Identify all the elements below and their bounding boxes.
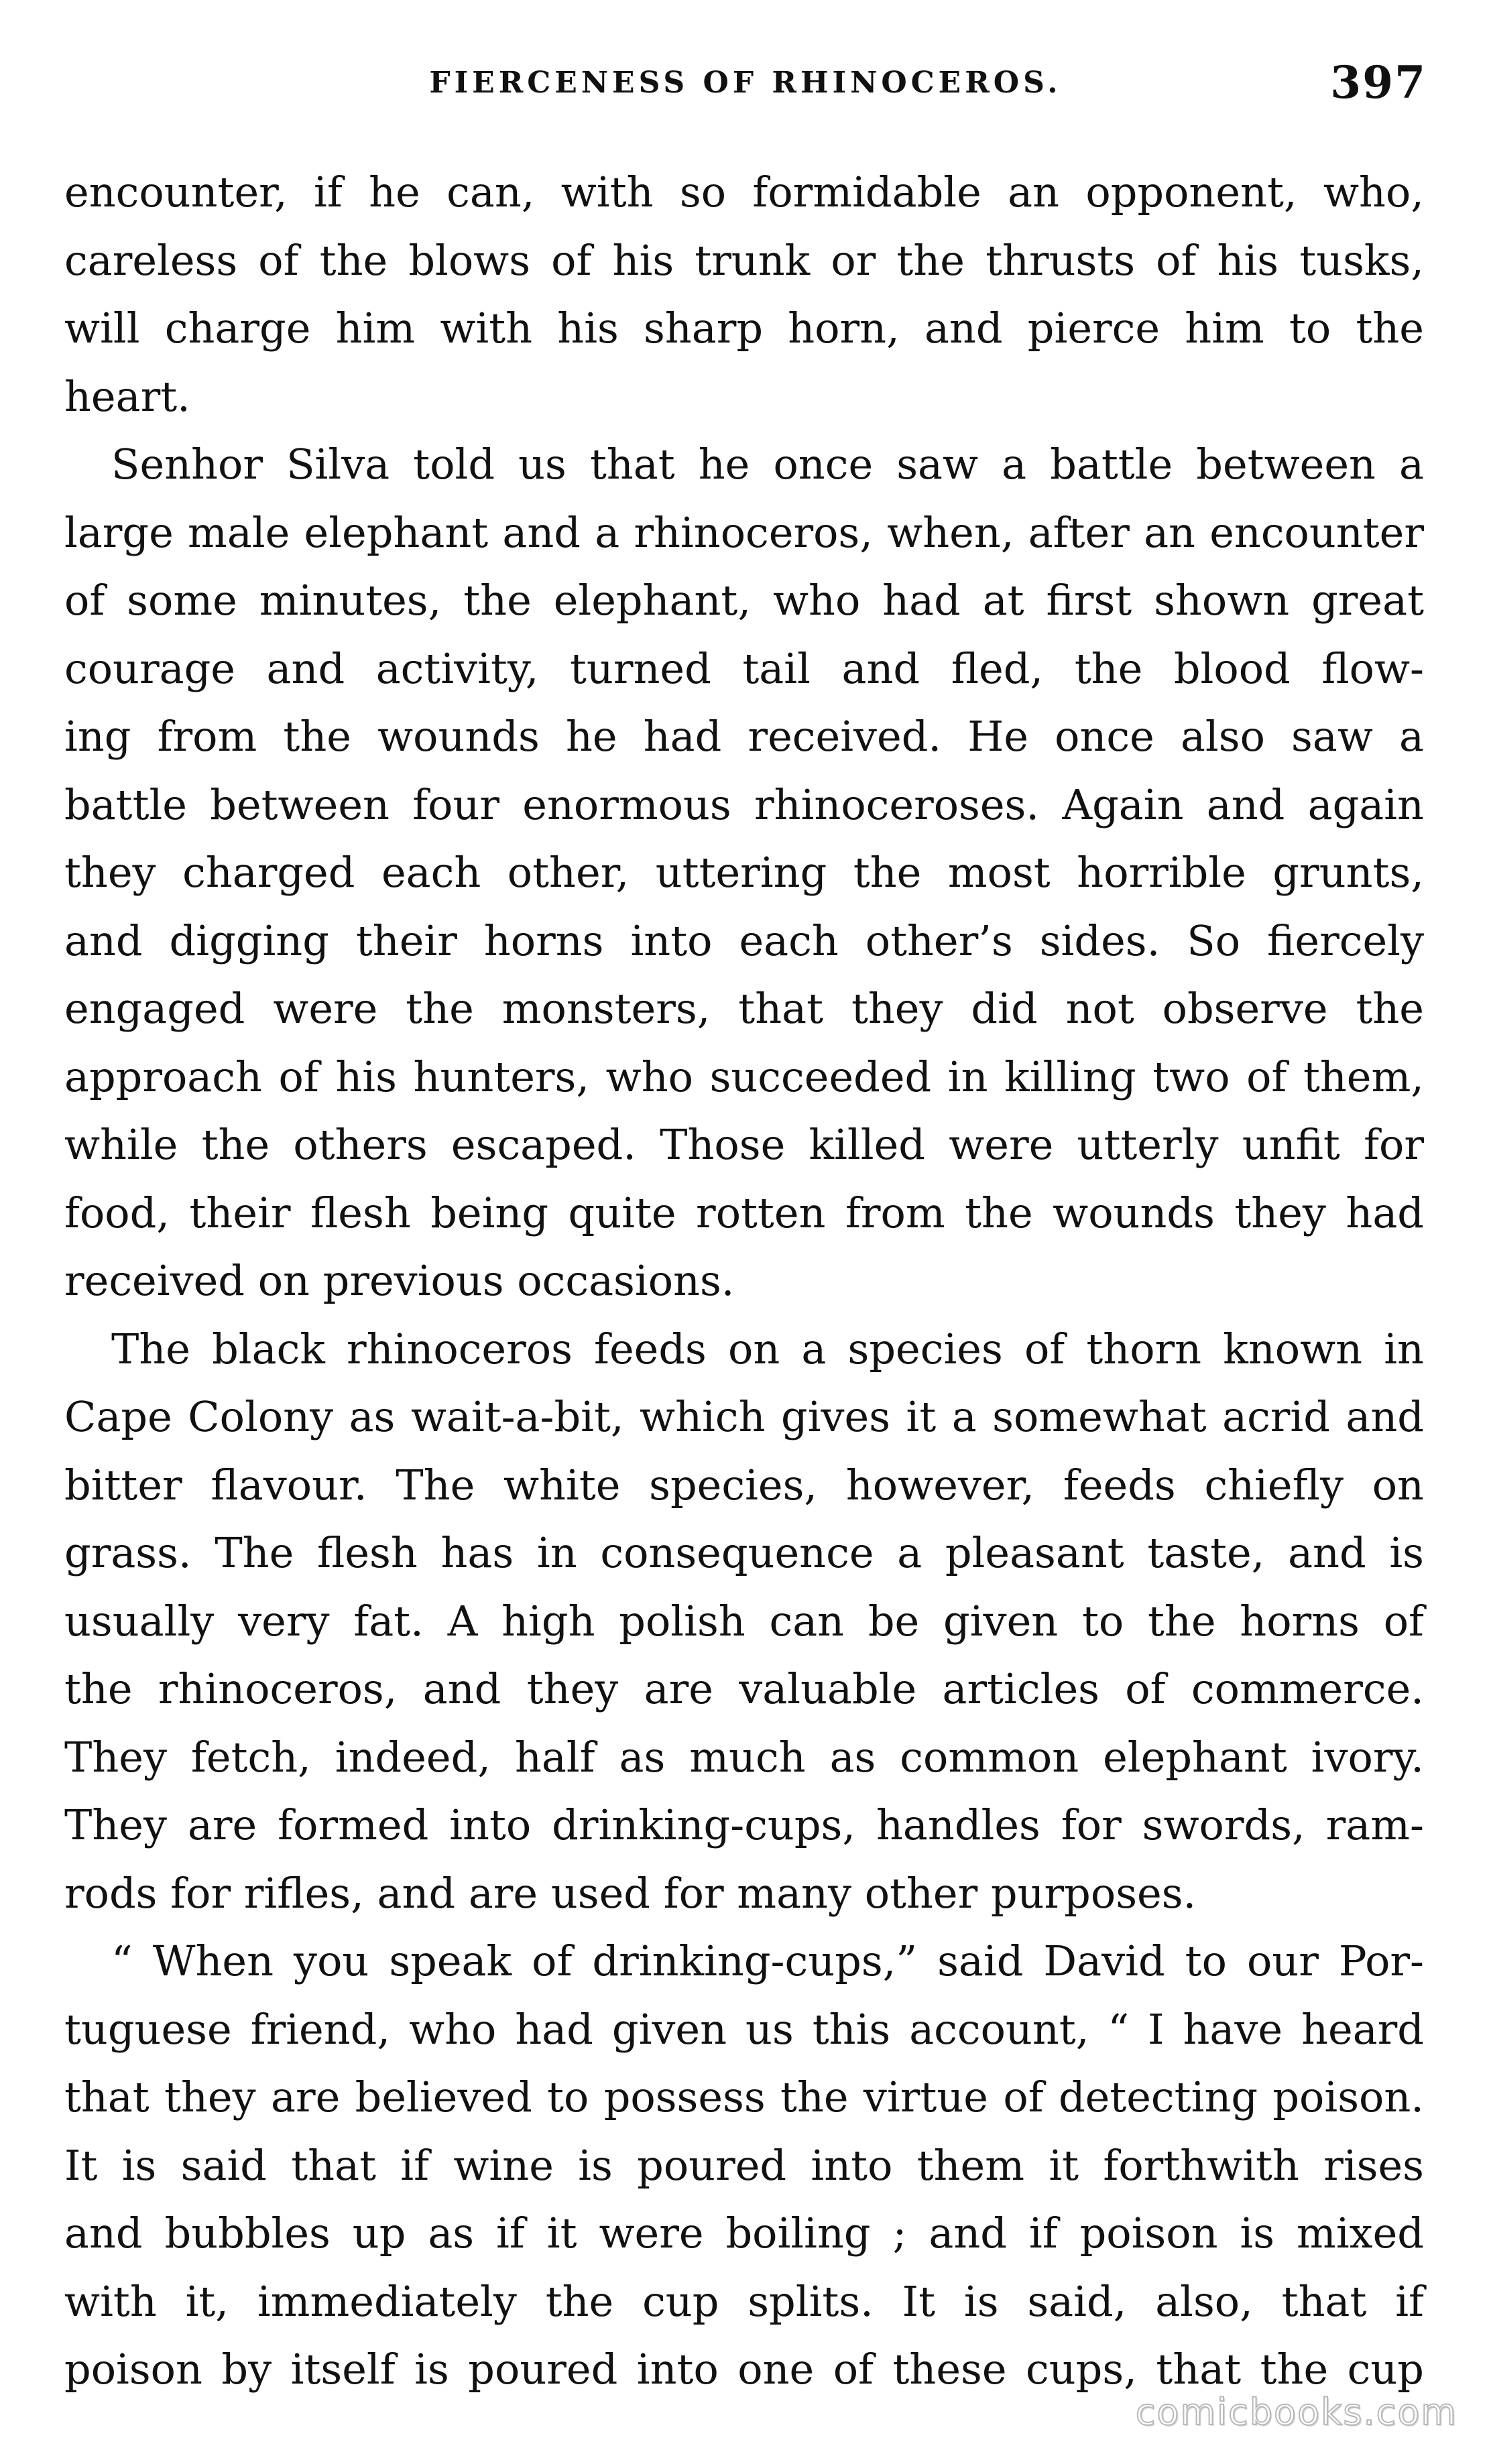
text-line: bitter flavour. The white species, however, feeds chiefly on <box>64 1460 1424 1510</box>
running-head <box>64 56 1427 123</box>
text-line: received on previous occasions. <box>64 1256 735 1305</box>
text-line: Cape Colony as wait-a-bit, which gives it a somewhat acrid and <box>64 1392 1424 1441</box>
body-text <box>64 158 1424 2404</box>
text-line: with it, immediately the cup splits. It is said, also, that if <box>64 2276 1424 2326</box>
text-line: of some minutes, the elephant, who had at first shown great <box>64 576 1424 625</box>
text-line: approach of his hunters, who succeeded in killing two of them, <box>64 1052 1424 1101</box>
text-line: food, their flesh being quite rotten from the wounds they had <box>64 1188 1424 1237</box>
text-line: courage and activity, turned tail and fled, the blood flow- <box>64 643 1424 693</box>
page-number: 397 <box>1330 56 1427 109</box>
text-line: Senhor Silva told us that he once saw a battle between a <box>111 440 1424 489</box>
text-line: the rhinoceros, and they are valuable articles of commerce. <box>64 1664 1424 1713</box>
text-line: while the others escaped. Those killed were utterly unfit for <box>64 1120 1424 1169</box>
text-line: “ When you speak of drinking-cups,” said David to our Por- <box>111 1936 1424 1985</box>
text-line: It is said that if wine is poured into them it forthwith rises <box>64 2140 1424 2190</box>
text-line: heart. <box>64 371 190 421</box>
text-line: large male elephant and a rhinoceros, when, after an encounter <box>64 507 1424 557</box>
text-line: battle between four enormous rhinoceroses. Again and again <box>64 780 1424 829</box>
text-line: that they are believed to possess the virtue of detecting poison. <box>64 2073 1424 2121</box>
text-line: tuguese friend, who had given us this account, “ I have heard <box>64 2004 1424 2054</box>
text-line: grass. The flesh has in consequence a pleasant taste, and is <box>64 1528 1424 1577</box>
text-line: and digging their horns into each other’s sides. So fiercely <box>64 916 1424 965</box>
text-line: and bubbles up as if it were boiling ; and if poison is mixed <box>64 2209 1424 2258</box>
text-line: The black rhinoceros feeds on a species of thorn known in <box>111 1324 1424 1373</box>
text-line: will charge him with his sharp horn, and pierce him to the <box>64 304 1424 353</box>
text-line: ing from the wounds he had received. He once also saw a <box>64 712 1424 761</box>
text-line: usually very fat. A high polish can be given to the horns of <box>64 1596 1424 1646</box>
text-line: they charged each other, uttering the most horrible grunts, <box>64 848 1424 897</box>
text-line: rods for rifles, and are used for many other purposes. <box>64 1868 1197 1918</box>
text-line: careless of the blows of his trunk or the thrusts of his tusks, <box>64 235 1424 285</box>
text-line: They are formed into drinking-cups, handles for swords, ram- <box>64 1800 1424 1849</box>
text-line: engaged were the monsters, that they did not observe the <box>64 984 1424 1033</box>
text-line: poison by itself is poured into one of these cups, that the cup <box>64 2345 1424 2394</box>
running-title: FIERCENESS OF RHINOCEROS. <box>429 66 1062 100</box>
text-line: encounter, if he can, with so formidable an opponent, who, <box>64 168 1424 217</box>
text-line: They fetch, indeed, half as much as common elephant ivory. <box>64 1732 1424 1782</box>
watermark: comicbooks.com <box>1135 2391 1457 2433</box>
